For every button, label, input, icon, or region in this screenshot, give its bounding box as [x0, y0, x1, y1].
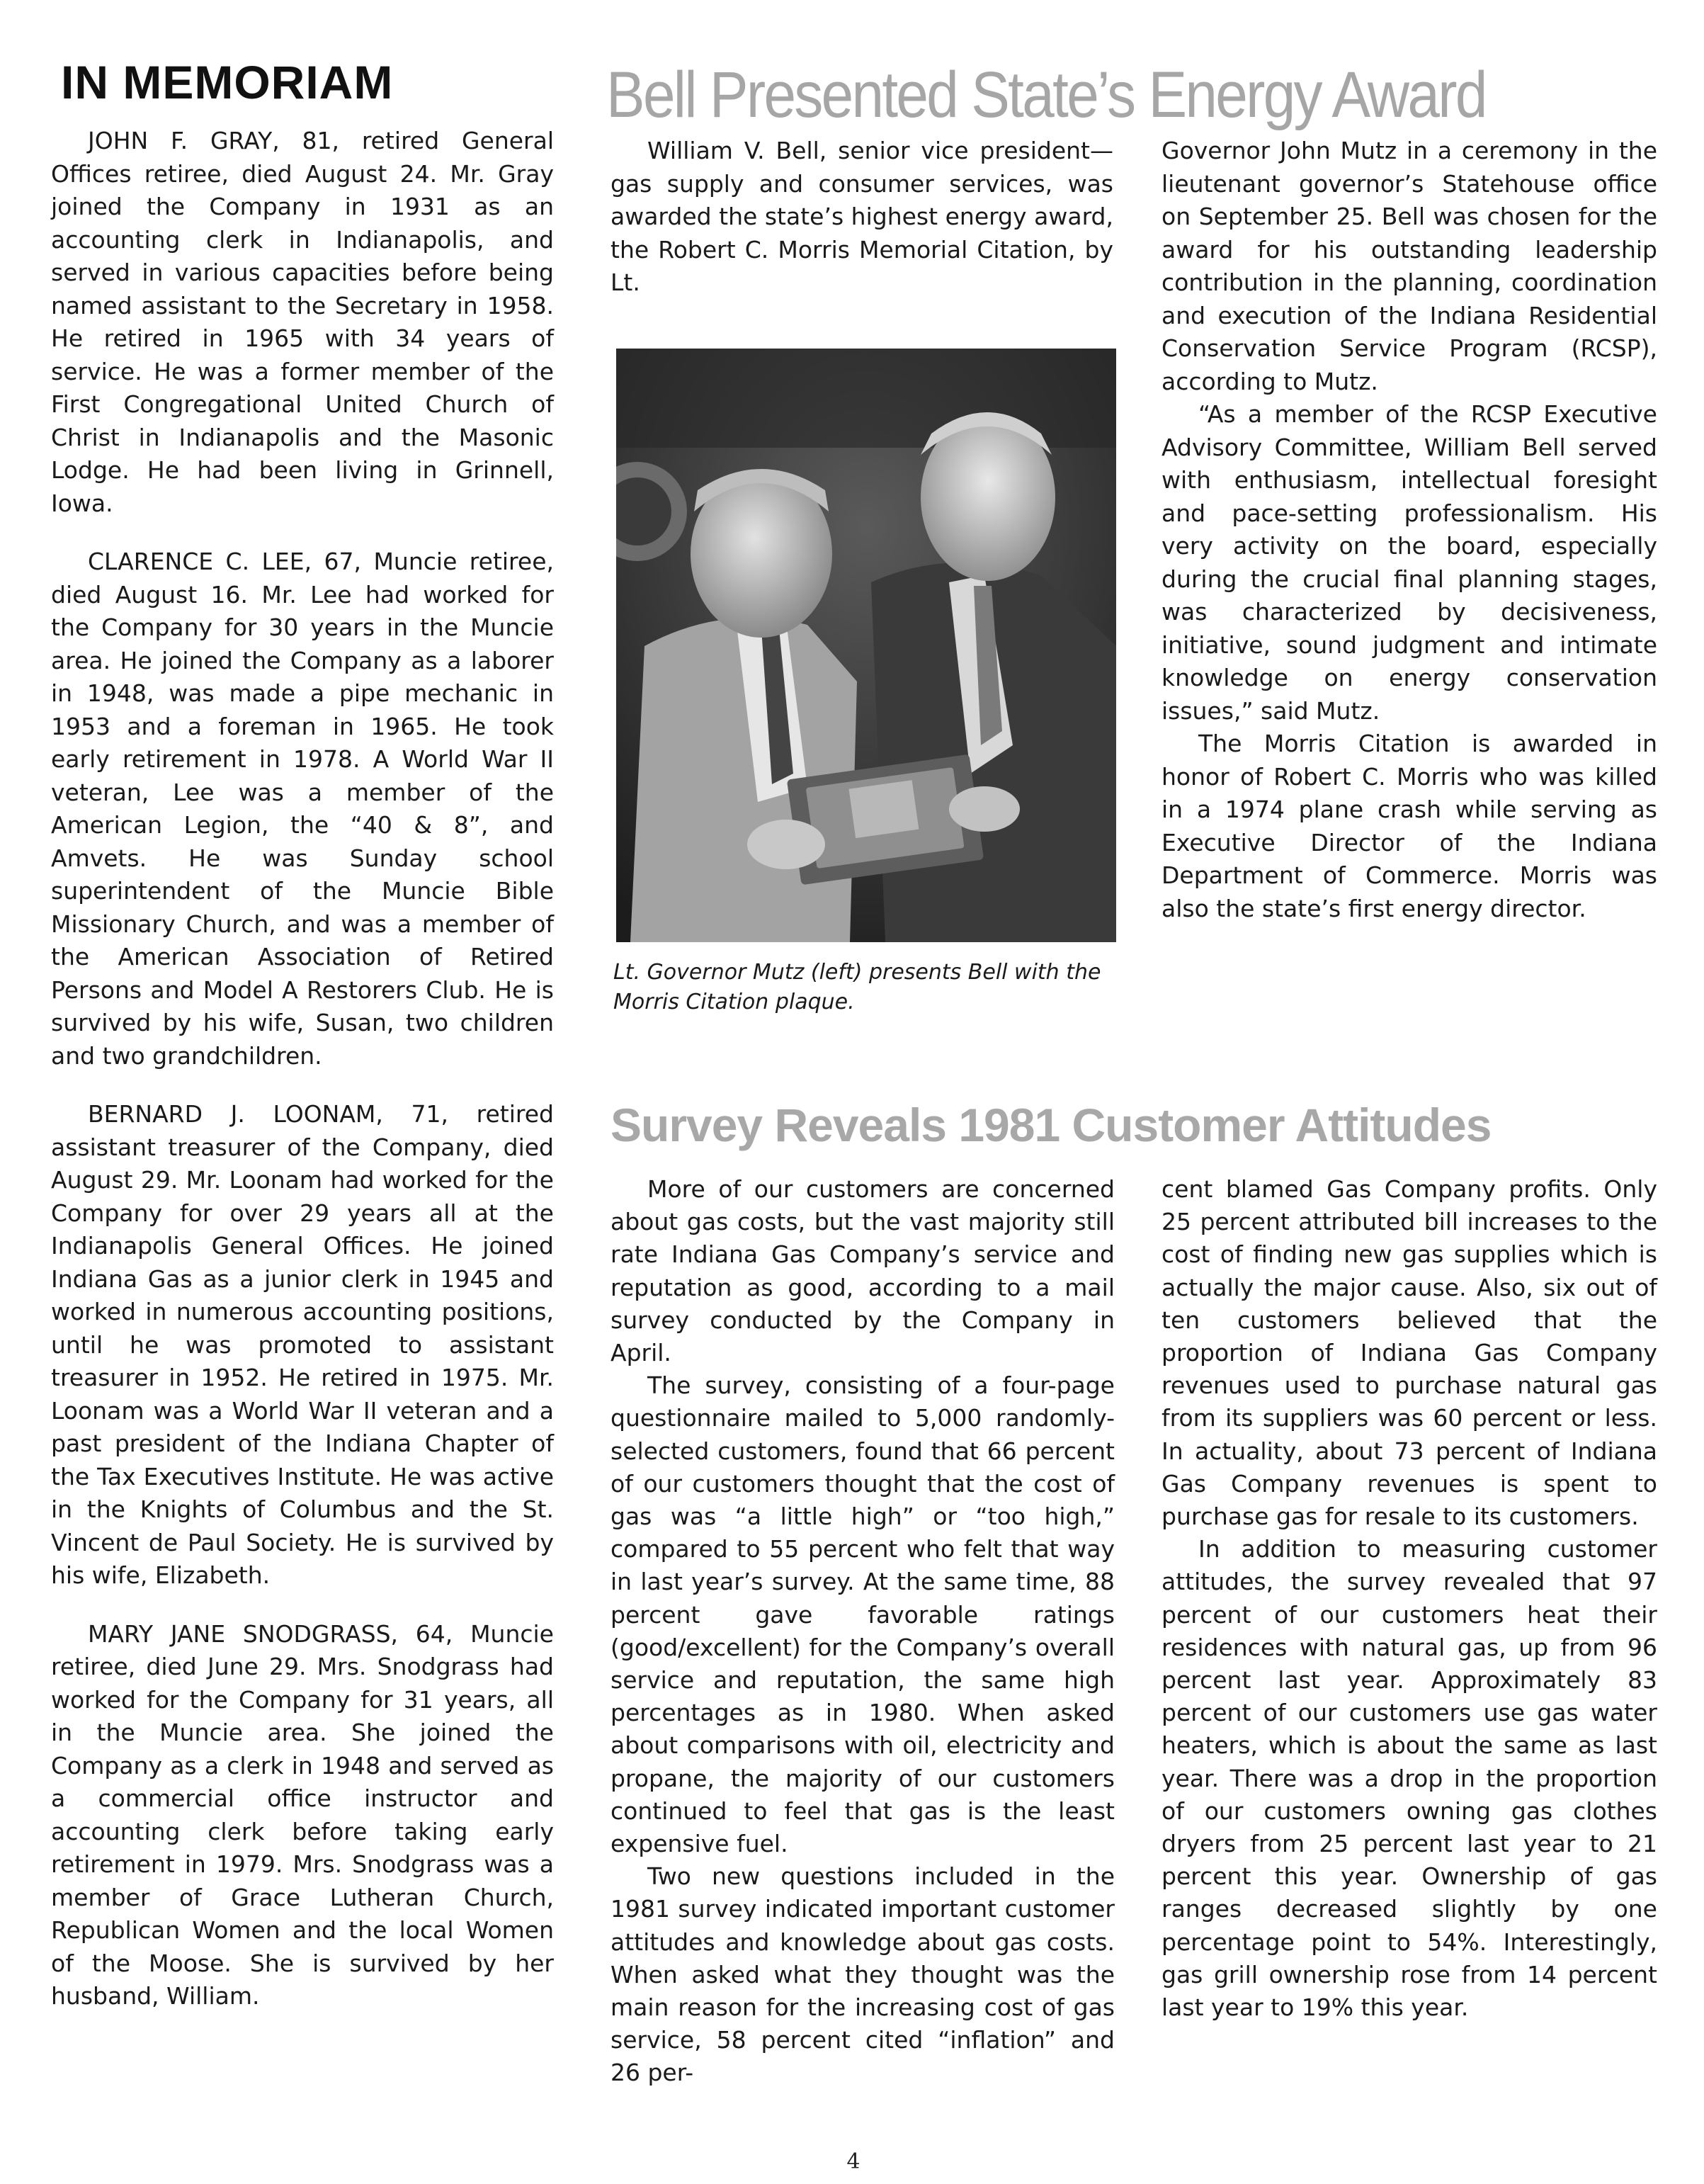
- award-photo: [616, 349, 1116, 942]
- obituary-gray: JOHN F. GRAY, 81, retired General Offices retiree, died August 24. Mr. Gray joined the Company in 1931 as an accounting clerk in Indianapolis, and served in various capacities before being named assistant to the Secretary in 1958. He retired in 1965 with 34 years of service. He was a former member of the First Congregational United Church of Christ in Indianapolis and the Masonic Lodge. He had been living in Grinnell, Iowa.: [51, 127, 554, 517]
- survey-article-column-1: [610, 1173, 1115, 2090]
- bell-article-column-2: [1161, 135, 1657, 925]
- bell-article-paragraph: Governor John Mutz in a ceremony in the lieutenant governor’s Statehouse office on September 25. Bell was chosen for the award for his outstanding leadership contribution in the planning, coordination and execution of the Indiana Residential Conservation Service Program (RCSP), according to Mutz.: [1161, 137, 1657, 395]
- memoriam-heading: IN MEMORIAM: [61, 56, 394, 108]
- photo-caption: Lt. Governor Mutz (left) presents Bell with the Morris Citation plaque.: [613, 960, 1101, 1014]
- bell-article-headline: Bell Presented State’s Energy Award: [606, 59, 1486, 131]
- page-number: 4: [846, 2149, 860, 2174]
- memoriam-column: [51, 125, 554, 2039]
- obituary-lee: CLARENCE C. LEE, 67, Muncie retiree, died August 16. Mr. Lee had worked for the Company for 30 years in the Muncie area. He joined the Company as a laborer in 1948, was made a pipe mechanic in 1953 and a foreman in 1965. He took early retirement in 1978. A World War II veteran, Lee was a member of the American Legion, the “40 & 8”, and Amvets. He was Sunday school superintendent of the Muncie Bible Missionary Church, and was a member of the American Association of Retired Persons and Model A Restorers Club. He is survived by his wife, Susan, two children and two grandchildren.: [51, 548, 554, 1070]
- award-photo-illustration: [616, 349, 1116, 942]
- bell-article-lead: William V. Bell, senior vice president—gas supply and consumer services, was awarded the state’s highest energy award, the Robert C. Morris Memorial Citation, by Lt.: [610, 137, 1113, 296]
- survey-article-paragraph: In addition to measuring customer attitudes, the survey revealed that 97 percent of our customers heat their residences with natural gas, up from 96 percent last year. Approximately 83 percent of our customers use gas water heaters, which is about the same as last year. There was a drop in the proportion of our customers owning gas clothes dryers from 25 percent last year to 21 percent this year. Ownership of gas ranges decreased slightly by one percentage point to 54%. Interestingly, gas grill ownership rose from 14 percent last year to 19% this year.: [1161, 1535, 1657, 2022]
- bell-article-paragraph: “As a member of the RCSP Executive Advisory Committee, William Bell served with enthusiasm, intellectual foresight and pace-setting professionalism. His very activity on the board, especially during the crucial final planning stages, was characterized by decisiveness, initiative, sound judgment and intimate knowledge on energy conservation issues,” said Mutz.: [1161, 400, 1657, 725]
- bell-article-paragraph: The Morris Citation is awarded in honor of Robert C. Morris who was killed in a 1974 plane crash while serving as Executive Director of the Indiana Department of Commerce. Morris was also the state’s first energy director.: [1161, 730, 1657, 922]
- obituary-snodgrass: MARY JANE SNODGRASS, 64, Muncie retiree, died June 29. Mrs. Snodgrass had worked for the Company for 31 years, all in the Muncie area. She joined the Company as a clerk in 1948 and served as a commercial office instructor and accounting clerk before taking early retirement in 1979. Mrs. Snodgrass was a member of Grace Lutheran Church, Republican Women and the local Women of the Moose. She is survived by her husband, William.: [51, 1619, 554, 2010]
- survey-article-paragraph: More of our customers are concerned about gas costs, but the vast majority still rate Indiana Gas Company’s service and reputation as good, according to a mail survey conducted by the Company in April.: [610, 1175, 1115, 1367]
- survey-article-headline: Survey Reveals 1981 Customer Attitudes: [610, 1099, 1492, 1151]
- survey-article-paragraph: Two new questions included in the 1981 survey indicated important customer attitudes and knowledge about gas costs. When asked what they thought was the main reason for the increasing cost of gas service, 58 percent cited “inflation” and 26 per-: [610, 1862, 1115, 2087]
- survey-article-paragraph: cent blamed Gas Company profits. Only 25 percent attributed bill increases to the cost of finding new gas supplies which is actually the major cause. Also, six out of ten customers believed that the proportion of Indiana Gas Company revenues used to purchase natural gas from its suppliers was 60 percent or less. In actuality, about 73 percent of Indiana Gas Company revenues is spent to purchase gas for resale to its customers.: [1161, 1175, 1657, 1531]
- bell-article-column-1: [610, 135, 1113, 300]
- survey-article-column-2: [1161, 1173, 1657, 2024]
- survey-article-paragraph: The survey, consisting of a four-page questionnaire mailed to 5,000 randomly-selected customers, found that 66 percent of our customers thought that the cost of gas was “a little high” or “too high,” compared to 55 percent who felt that way in last year’s survey. At the same time, 88 percent gave favorable ratings (good/excellent) for the Company’s overall service and reputation, the same high percentages as in 1980. When asked about comparisons with oil, electricity and propane, the majority of our customers continued to feel that gas is the least expensive fuel.: [610, 1371, 1115, 1858]
- obituary-loonam: BERNARD J. LOONAM, 71, retired assistant treasurer of the Company, died August 29. Mr. Loonam had worked for the Company for over 29 years all at the Indianapolis General Offices. He joined Indiana Gas as a junior clerk in 1945 and worked in numerous accounting positions, until he was promoted to assistant treasurer in 1952. He retired in 1975. Mr. Loonam was a World War II veteran and a past president of the Indiana Chapter of the Tax Executives Institute. He was active in the Knights of Columbus and the St. Vincent de Paul Society. He is survived by his wife, Elizabeth.: [51, 1100, 554, 1589]
